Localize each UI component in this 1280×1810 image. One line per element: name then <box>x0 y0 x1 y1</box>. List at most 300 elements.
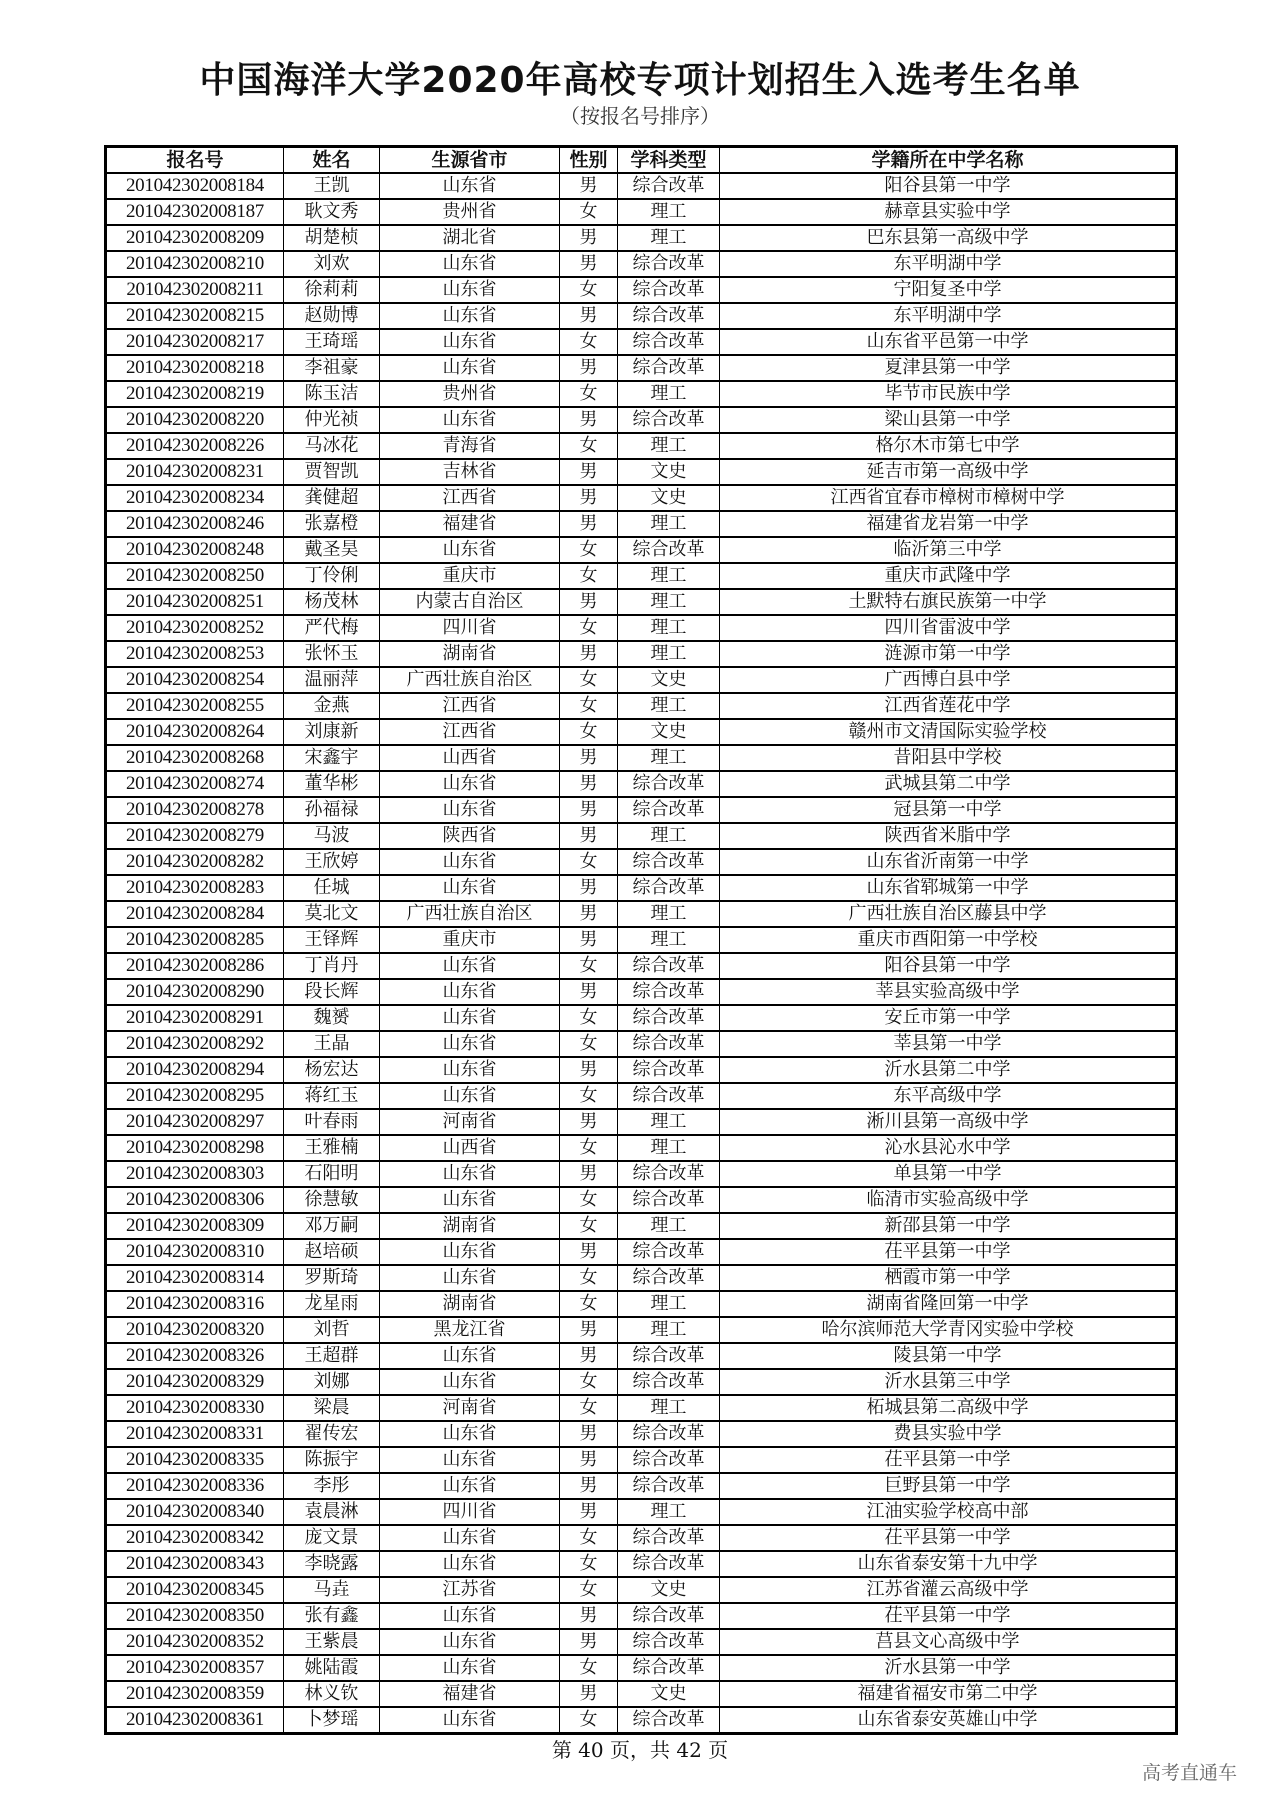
cell-subject-type: 理工 <box>618 615 720 641</box>
cell-gender: 女 <box>560 1551 618 1577</box>
cell-name: 蒋红玉 <box>284 1083 380 1109</box>
cell-subject-type: 理工 <box>618 381 720 407</box>
table-row <box>106 849 1177 875</box>
cell-gender: 男 <box>560 1681 618 1707</box>
cell-school: 阳谷县第一中学 <box>720 953 1177 979</box>
cell-name: 孙福禄 <box>284 797 380 823</box>
cell-province: 重庆市 <box>380 563 560 589</box>
table-row <box>106 1681 1177 1707</box>
cell-school: 莘县第一中学 <box>720 1031 1177 1057</box>
table-row <box>106 225 1177 251</box>
cell-province: 山东省 <box>380 1421 560 1447</box>
cell-gender: 男 <box>560 1603 618 1629</box>
cell-name: 耿文秀 <box>284 199 380 225</box>
cell-subject-type: 理工 <box>618 1317 720 1343</box>
cell-school: 毕节市民族中学 <box>720 381 1177 407</box>
cell-school: 广西博白县中学 <box>720 667 1177 693</box>
header-school: 学籍所在中学名称 <box>720 147 1177 174</box>
cell-gender: 男 <box>560 589 618 615</box>
cell-reg-no: 201042302008331 <box>106 1421 284 1447</box>
cell-school: 江西省宜春市樟树市樟树中学 <box>720 485 1177 511</box>
cell-province: 山东省 <box>380 1161 560 1187</box>
cell-subject-type: 文史 <box>618 719 720 745</box>
cell-name: 庞文景 <box>284 1525 380 1551</box>
table-row <box>106 693 1177 719</box>
cell-gender: 女 <box>560 1369 618 1395</box>
cell-gender: 男 <box>560 1317 618 1343</box>
cell-name: 龚健超 <box>284 485 380 511</box>
table-row <box>106 1447 1177 1473</box>
cell-province: 山东省 <box>380 1707 560 1734</box>
cell-province: 广西壮族自治区 <box>380 667 560 693</box>
cell-subject-type: 理工 <box>618 1499 720 1525</box>
cell-reg-no: 201042302008284 <box>106 901 284 927</box>
cell-reg-no: 201042302008285 <box>106 927 284 953</box>
cell-name: 徐慧敏 <box>284 1187 380 1213</box>
cell-school: 山东省郓城第一中学 <box>720 875 1177 901</box>
cell-subject-type: 文史 <box>618 459 720 485</box>
table-row <box>106 1005 1177 1031</box>
cell-province: 山东省 <box>380 1239 560 1265</box>
cell-subject-type: 综合改革 <box>618 1655 720 1681</box>
cell-name: 胡楚桢 <box>284 225 380 251</box>
cell-name: 李晓露 <box>284 1551 380 1577</box>
cell-gender: 女 <box>560 381 618 407</box>
cell-school: 重庆市酉阳第一中学校 <box>720 927 1177 953</box>
cell-reg-no: 201042302008303 <box>106 1161 284 1187</box>
cell-province: 湖南省 <box>380 1291 560 1317</box>
cell-gender: 女 <box>560 1187 618 1213</box>
table-row <box>106 173 1177 199</box>
cell-subject-type: 理工 <box>618 1135 720 1161</box>
cell-school: 夏津县第一中学 <box>720 355 1177 381</box>
cell-name: 叶春雨 <box>284 1109 380 1135</box>
cell-school: 沂水县第一中学 <box>720 1655 1177 1681</box>
cell-school: 茌平县第一中学 <box>720 1603 1177 1629</box>
cell-subject-type: 综合改革 <box>618 849 720 875</box>
table-row <box>106 1369 1177 1395</box>
cell-name: 马波 <box>284 823 380 849</box>
cell-name: 丁肖丹 <box>284 953 380 979</box>
cell-gender: 女 <box>560 1265 618 1291</box>
cell-school: 淅川县第一高级中学 <box>720 1109 1177 1135</box>
cell-reg-no: 201042302008359 <box>106 1681 284 1707</box>
cell-reg-no: 201042302008246 <box>106 511 284 537</box>
cell-name: 邓万嗣 <box>284 1213 380 1239</box>
cell-province: 贵州省 <box>380 199 560 225</box>
cell-subject-type: 理工 <box>618 563 720 589</box>
cell-gender: 男 <box>560 1499 618 1525</box>
cell-reg-no: 201042302008297 <box>106 1109 284 1135</box>
cell-name: 董华彬 <box>284 771 380 797</box>
cell-province: 山东省 <box>380 1473 560 1499</box>
cell-subject-type: 理工 <box>618 589 720 615</box>
table-row <box>106 1161 1177 1187</box>
page-subtitle: （按报名号排序） <box>560 104 720 128</box>
cell-school: 东平高级中学 <box>720 1083 1177 1109</box>
cell-reg-no: 201042302008335 <box>106 1447 284 1473</box>
table-row <box>106 1317 1177 1343</box>
cell-gender: 女 <box>560 1083 618 1109</box>
cell-province: 山东省 <box>380 173 560 199</box>
cell-subject-type: 综合改革 <box>618 329 720 355</box>
cell-subject-type: 理工 <box>618 1213 720 1239</box>
cell-province: 湖南省 <box>380 1213 560 1239</box>
cell-subject-type: 综合改革 <box>618 1473 720 1499</box>
cell-province: 黑龙江省 <box>380 1317 560 1343</box>
cell-school: 茌平县第一中学 <box>720 1447 1177 1473</box>
cell-school: 山东省沂南第一中学 <box>720 849 1177 875</box>
cell-gender: 男 <box>560 927 618 953</box>
cell-province: 山东省 <box>380 1629 560 1655</box>
cell-name: 林义钦 <box>284 1681 380 1707</box>
table-row <box>106 615 1177 641</box>
cell-name: 莫北文 <box>284 901 380 927</box>
cell-gender: 女 <box>560 563 618 589</box>
cell-province: 山东省 <box>380 1083 560 1109</box>
cell-gender: 男 <box>560 511 618 537</box>
cell-name: 杨茂林 <box>284 589 380 615</box>
page-title: 中国海洋大学2020年高校专项计划招生入选考生名单 <box>199 60 1081 101</box>
cell-subject-type: 综合改革 <box>618 537 720 563</box>
cell-reg-no: 201042302008326 <box>106 1343 284 1369</box>
cell-reg-no: 201042302008248 <box>106 537 284 563</box>
cell-school: 栖霞市第一中学 <box>720 1265 1177 1291</box>
cell-school: 巨野县第一中学 <box>720 1473 1177 1499</box>
cell-province: 四川省 <box>380 615 560 641</box>
cell-reg-no: 201042302008310 <box>106 1239 284 1265</box>
cell-school: 沂水县第三中学 <box>720 1369 1177 1395</box>
cell-province: 江西省 <box>380 693 560 719</box>
table-row <box>106 1525 1177 1551</box>
cell-name: 卜梦瑶 <box>284 1707 380 1734</box>
cell-subject-type: 综合改革 <box>618 1265 720 1291</box>
cell-province: 贵州省 <box>380 381 560 407</box>
cell-reg-no: 201042302008184 <box>106 173 284 199</box>
cell-reg-no: 201042302008361 <box>106 1707 284 1734</box>
cell-province: 湖南省 <box>380 641 560 667</box>
cell-reg-no: 201042302008209 <box>106 225 284 251</box>
cell-gender: 女 <box>560 277 618 303</box>
cell-province: 山东省 <box>380 953 560 979</box>
cell-gender: 女 <box>560 693 618 719</box>
cell-gender: 男 <box>560 1447 618 1473</box>
cell-province: 河南省 <box>380 1395 560 1421</box>
cell-reg-no: 201042302008320 <box>106 1317 284 1343</box>
cell-gender: 男 <box>560 771 618 797</box>
cell-province: 山东省 <box>380 407 560 433</box>
table-row <box>106 1187 1177 1213</box>
table-row <box>106 563 1177 589</box>
cell-reg-no: 201042302008350 <box>106 1603 284 1629</box>
cell-reg-no: 201042302008218 <box>106 355 284 381</box>
cell-gender: 男 <box>560 459 618 485</box>
cell-name: 马冰花 <box>284 433 380 459</box>
cell-subject-type: 综合改革 <box>618 251 720 277</box>
table-row <box>106 485 1177 511</box>
cell-gender: 男 <box>560 641 618 667</box>
cell-reg-no: 201042302008278 <box>106 797 284 823</box>
cell-reg-no: 201042302008210 <box>106 251 284 277</box>
cell-province: 山东省 <box>380 979 560 1005</box>
cell-subject-type: 综合改革 <box>618 1525 720 1551</box>
cell-gender: 男 <box>560 485 618 511</box>
cell-name: 陈振宇 <box>284 1447 380 1473</box>
cell-subject-type: 综合改革 <box>618 1707 720 1734</box>
cell-subject-type: 综合改革 <box>618 1031 720 1057</box>
cell-reg-no: 201042302008298 <box>106 1135 284 1161</box>
cell-gender: 男 <box>560 407 618 433</box>
cell-gender: 女 <box>560 615 618 641</box>
cell-gender: 男 <box>560 1057 618 1083</box>
cell-gender: 男 <box>560 225 618 251</box>
watermark: 高考直通车 <box>1142 1762 1238 1784</box>
cell-gender: 男 <box>560 1421 618 1447</box>
cell-reg-no: 201042302008234 <box>106 485 284 511</box>
table-row <box>106 1395 1177 1421</box>
table-row <box>106 251 1177 277</box>
cell-school: 山东省泰安第十九中学 <box>720 1551 1177 1577</box>
cell-subject-type: 综合改革 <box>618 1447 720 1473</box>
cell-province: 山东省 <box>380 1005 560 1031</box>
cell-name: 温丽萍 <box>284 667 380 693</box>
cell-subject-type: 理工 <box>618 433 720 459</box>
cell-name: 张有鑫 <box>284 1603 380 1629</box>
cell-reg-no: 201042302008253 <box>106 641 284 667</box>
cell-reg-no: 201042302008220 <box>106 407 284 433</box>
cell-reg-no: 201042302008342 <box>106 1525 284 1551</box>
cell-province: 山东省 <box>380 849 560 875</box>
table-row <box>106 1343 1177 1369</box>
cell-reg-no: 201042302008215 <box>106 303 284 329</box>
cell-subject-type: 综合改革 <box>618 303 720 329</box>
cell-name: 贾智凯 <box>284 459 380 485</box>
cell-province: 江苏省 <box>380 1577 560 1603</box>
cell-reg-no: 201042302008226 <box>106 433 284 459</box>
cell-subject-type: 理工 <box>618 1291 720 1317</box>
cell-province: 山东省 <box>380 329 560 355</box>
cell-school: 哈尔滨师范大学青冈实验中学校 <box>720 1317 1177 1343</box>
cell-gender: 男 <box>560 745 618 771</box>
table-row <box>106 771 1177 797</box>
table-row <box>106 589 1177 615</box>
cell-name: 马垚 <box>284 1577 380 1603</box>
cell-province: 四川省 <box>380 1499 560 1525</box>
cell-reg-no: 201042302008251 <box>106 589 284 615</box>
page-number: 第 40 页，共 42 页 <box>551 1738 729 1762</box>
table-header-row <box>106 147 1177 174</box>
cell-name: 严代梅 <box>284 615 380 641</box>
cell-province: 福建省 <box>380 1681 560 1707</box>
cell-reg-no: 201042302008219 <box>106 381 284 407</box>
cell-reg-no: 201042302008252 <box>106 615 284 641</box>
cell-reg-no: 201042302008279 <box>106 823 284 849</box>
table-row <box>106 1135 1177 1161</box>
cell-gender: 男 <box>560 173 618 199</box>
table-row <box>106 1031 1177 1057</box>
table-row <box>106 329 1177 355</box>
cell-school: 东平明湖中学 <box>720 251 1177 277</box>
cell-province: 山东省 <box>380 1265 560 1291</box>
cell-province: 山东省 <box>380 1447 560 1473</box>
cell-subject-type: 综合改革 <box>618 407 720 433</box>
table-row <box>106 901 1177 927</box>
table-row <box>106 1109 1177 1135</box>
cell-gender: 女 <box>560 433 618 459</box>
cell-province: 山西省 <box>380 745 560 771</box>
cell-gender: 男 <box>560 979 618 1005</box>
cell-reg-no: 201042302008306 <box>106 1187 284 1213</box>
cell-gender: 男 <box>560 823 618 849</box>
cell-gender: 女 <box>560 1525 618 1551</box>
cell-gender: 女 <box>560 1577 618 1603</box>
cell-school: 宁阳复圣中学 <box>720 277 1177 303</box>
cell-gender: 女 <box>560 329 618 355</box>
cell-subject-type: 文史 <box>618 1681 720 1707</box>
cell-school: 沁水县沁水中学 <box>720 1135 1177 1161</box>
cell-school: 赣州市文清国际实验学校 <box>720 719 1177 745</box>
table-row <box>106 511 1177 537</box>
cell-name: 陈玉洁 <box>284 381 380 407</box>
cell-subject-type: 综合改革 <box>618 1005 720 1031</box>
cell-reg-no: 201042302008316 <box>106 1291 284 1317</box>
cell-school: 莘县实验高级中学 <box>720 979 1177 1005</box>
cell-subject-type: 理工 <box>618 823 720 849</box>
cell-province: 山东省 <box>380 1551 560 1577</box>
cell-gender: 男 <box>560 1161 618 1187</box>
table-row <box>106 1603 1177 1629</box>
cell-school: 重庆市武隆中学 <box>720 563 1177 589</box>
cell-subject-type: 综合改革 <box>618 875 720 901</box>
cell-province: 山东省 <box>380 875 560 901</box>
cell-school: 莒县文心高级中学 <box>720 1629 1177 1655</box>
cell-subject-type: 综合改革 <box>618 1421 720 1447</box>
cell-school: 茌平县第一中学 <box>720 1525 1177 1551</box>
cell-province: 重庆市 <box>380 927 560 953</box>
cell-school: 江苏省灌云高级中学 <box>720 1577 1177 1603</box>
cell-province: 内蒙古自治区 <box>380 589 560 615</box>
cell-school: 沂水县第二中学 <box>720 1057 1177 1083</box>
candidate-table <box>104 145 1178 1735</box>
cell-gender: 男 <box>560 901 618 927</box>
cell-gender: 男 <box>560 1343 618 1369</box>
table-row <box>106 745 1177 771</box>
table-row <box>106 719 1177 745</box>
cell-province: 山东省 <box>380 1369 560 1395</box>
cell-name: 李彤 <box>284 1473 380 1499</box>
cell-subject-type: 综合改革 <box>618 797 720 823</box>
cell-subject-type: 综合改革 <box>618 1083 720 1109</box>
cell-subject-type: 综合改革 <box>618 1239 720 1265</box>
cell-province: 陕西省 <box>380 823 560 849</box>
cell-province: 山东省 <box>380 1655 560 1681</box>
table-row <box>106 875 1177 901</box>
cell-reg-no: 201042302008290 <box>106 979 284 1005</box>
cell-subject-type: 综合改革 <box>618 1603 720 1629</box>
cell-province: 福建省 <box>380 511 560 537</box>
cell-subject-type: 理工 <box>618 693 720 719</box>
cell-province: 山东省 <box>380 771 560 797</box>
cell-name: 龙星雨 <box>284 1291 380 1317</box>
cell-province: 广西壮族自治区 <box>380 901 560 927</box>
cell-school: 冠县第一中学 <box>720 797 1177 823</box>
cell-province: 山东省 <box>380 303 560 329</box>
header-name: 姓名 <box>284 147 380 174</box>
cell-gender: 女 <box>560 953 618 979</box>
cell-reg-no: 201042302008294 <box>106 1057 284 1083</box>
cell-name: 王凯 <box>284 173 380 199</box>
cell-subject-type: 文史 <box>618 485 720 511</box>
table-body <box>106 173 1177 1734</box>
cell-school: 延吉市第一高级中学 <box>720 459 1177 485</box>
cell-subject-type: 理工 <box>618 927 720 953</box>
cell-gender: 女 <box>560 849 618 875</box>
cell-school: 茌平县第一中学 <box>720 1239 1177 1265</box>
cell-school: 阳谷县第一中学 <box>720 173 1177 199</box>
cell-subject-type: 综合改革 <box>618 979 720 1005</box>
table-row <box>106 1057 1177 1083</box>
cell-school: 福建省龙岩第一中学 <box>720 511 1177 537</box>
cell-subject-type: 综合改革 <box>618 1369 720 1395</box>
cell-province: 山东省 <box>380 251 560 277</box>
cell-reg-no: 201042302008250 <box>106 563 284 589</box>
cell-gender: 男 <box>560 797 618 823</box>
cell-name: 赵勋博 <box>284 303 380 329</box>
cell-province: 山东省 <box>380 1031 560 1057</box>
cell-reg-no: 201042302008340 <box>106 1499 284 1525</box>
cell-gender: 女 <box>560 1005 618 1031</box>
cell-school: 山东省泰安英雄山中学 <box>720 1707 1177 1734</box>
table-row <box>106 1291 1177 1317</box>
table-row <box>106 1551 1177 1577</box>
cell-reg-no: 201042302008187 <box>106 199 284 225</box>
cell-reg-no: 201042302008352 <box>106 1629 284 1655</box>
cell-gender: 女 <box>560 1031 618 1057</box>
cell-school: 临沂第三中学 <box>720 537 1177 563</box>
cell-name: 赵培硕 <box>284 1239 380 1265</box>
cell-name: 戴圣昊 <box>284 537 380 563</box>
cell-school: 新邵县第一中学 <box>720 1213 1177 1239</box>
header-reg-no: 报名号 <box>106 147 284 174</box>
cell-gender: 女 <box>560 1135 618 1161</box>
table-row <box>106 1577 1177 1603</box>
header-subject-type: 学科类型 <box>618 147 720 174</box>
cell-name: 魏赟 <box>284 1005 380 1031</box>
cell-name: 刘欢 <box>284 251 380 277</box>
cell-subject-type: 理工 <box>618 641 720 667</box>
cell-name: 刘哲 <box>284 1317 380 1343</box>
cell-province: 山东省 <box>380 1343 560 1369</box>
table-row <box>106 459 1177 485</box>
cell-gender: 女 <box>560 1291 618 1317</box>
cell-subject-type: 理工 <box>618 1109 720 1135</box>
cell-subject-type: 综合改革 <box>618 1057 720 1083</box>
cell-subject-type: 文史 <box>618 667 720 693</box>
cell-school: 安丘市第一中学 <box>720 1005 1177 1031</box>
cell-name: 王晶 <box>284 1031 380 1057</box>
table-row <box>106 381 1177 407</box>
table-row <box>106 407 1177 433</box>
cell-reg-no: 201042302008255 <box>106 693 284 719</box>
cell-reg-no: 201042302008309 <box>106 1213 284 1239</box>
cell-reg-no: 201042302008330 <box>106 1395 284 1421</box>
cell-reg-no: 201042302008329 <box>106 1369 284 1395</box>
cell-subject-type: 综合改革 <box>618 355 720 381</box>
cell-subject-type: 综合改革 <box>618 277 720 303</box>
cell-gender: 男 <box>560 1629 618 1655</box>
cell-reg-no: 201042302008314 <box>106 1265 284 1291</box>
cell-gender: 女 <box>560 1655 618 1681</box>
